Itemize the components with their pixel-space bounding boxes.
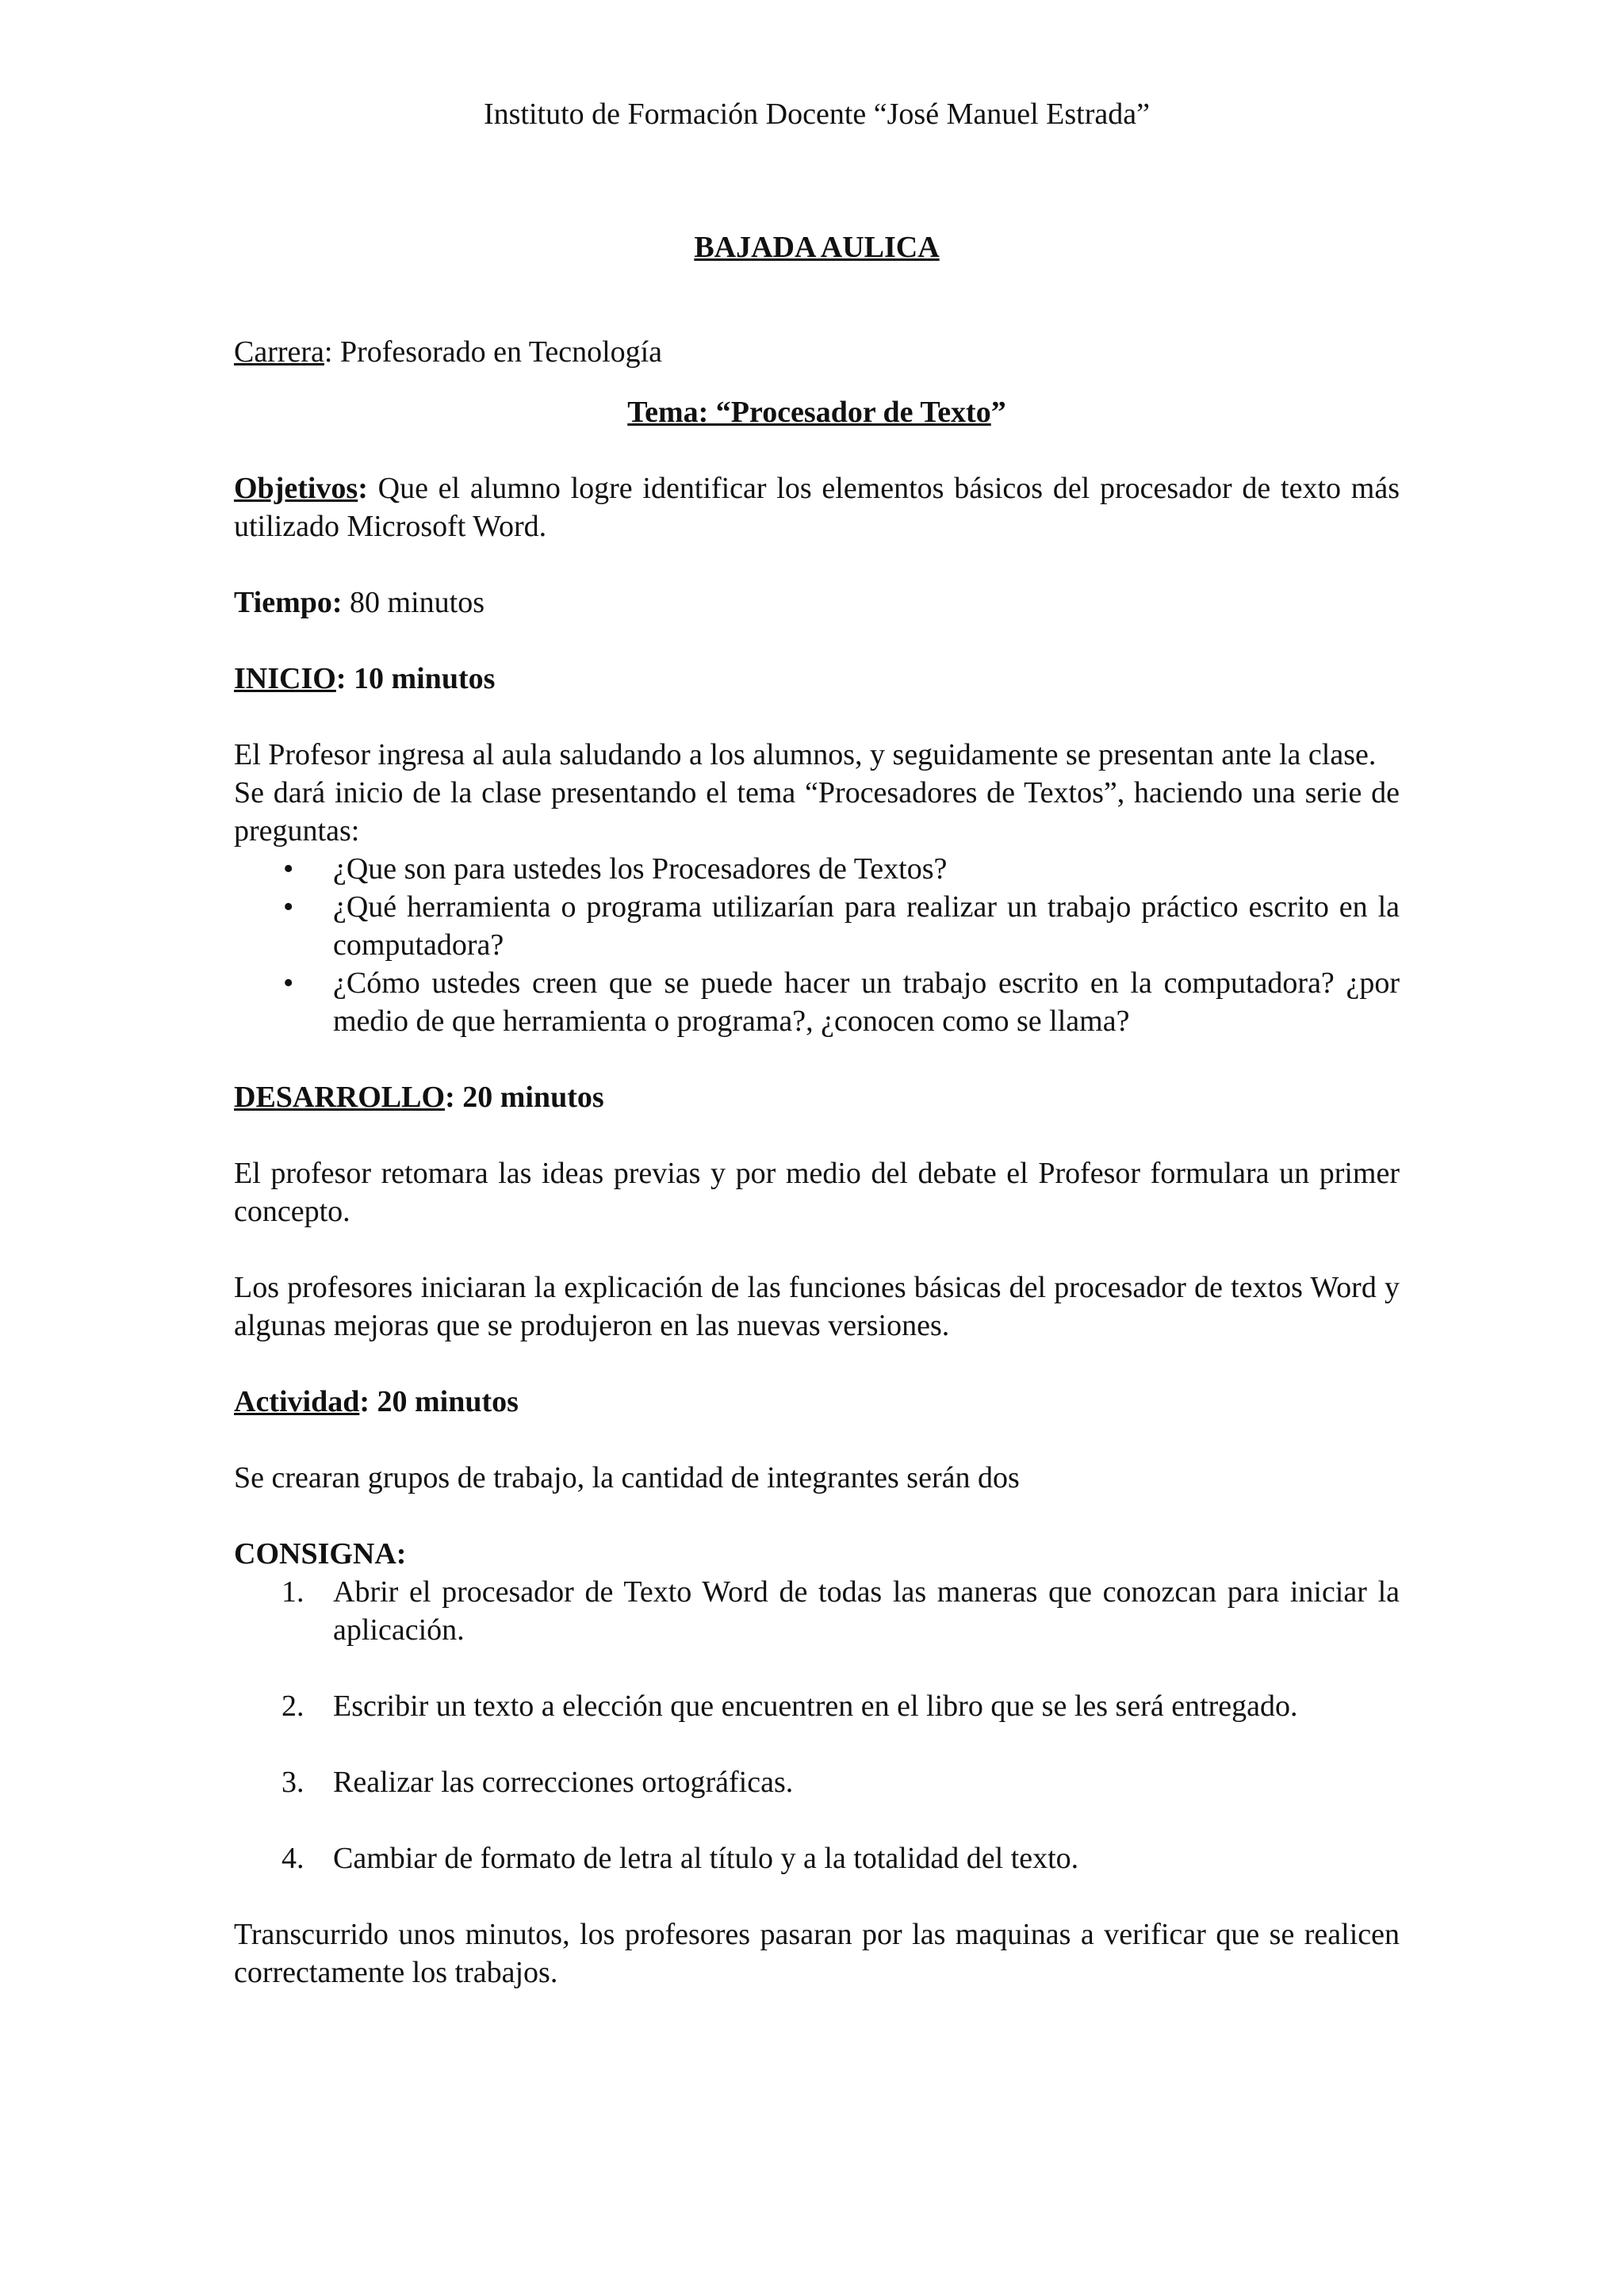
actividad-paragraph: Se crearan grupos de trabajo, la cantidad de integrantes serán dos: [234, 1461, 1020, 1494]
list-item: [234, 1839, 1400, 1877]
inicio-paragraph-2: Se dará inicio de la clase presentando el tema “Procesadores de Textos”, haciendo una serie de preguntas:: [234, 776, 1400, 848]
step-text: Escribir un texto a elección que encuentren en el libro que se les será entregado.: [333, 1689, 1298, 1723]
step-text: Realizar las correcciones ortográficas.: [333, 1766, 794, 1799]
list-item: [234, 850, 1400, 888]
list-item: [234, 964, 1400, 1040]
actividad-label: Actividad: [234, 1385, 360, 1418]
inicio-paragraph-1: El Profesor ingresa al aula saludando a los alumnos, y seguidamente se presentan ante la clase.: [234, 738, 1377, 771]
inicio-label: INICIO: [234, 662, 336, 695]
inicio-duration: : 10 minutos: [335, 662, 496, 695]
desarrollo-paragraph-2: Los profesores iniciaran la explicación de las funciones básicas del procesador de textos Word y algunas mejoras que se produjeron en las nuevas versiones.: [234, 1271, 1400, 1342]
list-item: [234, 1763, 1400, 1801]
closing-paragraph: Transcurrido unos minutos, los profesores pasaran por las maquinas a verificar que se realicen correctamente los trabajos.: [234, 1918, 1400, 1989]
document-content: [234, 95, 1400, 1992]
list-item: [234, 1573, 1400, 1649]
objetivos-colon: :: [358, 472, 368, 505]
question-text: ¿Cómo ustedes creen que se puede hacer un trabajo escrito en la computadora? ¿por medio de que herramienta o programa?, ¿conocen como se llama?: [333, 966, 1400, 1038]
desarrollo-label: DESARROLLO: [234, 1081, 446, 1114]
question-text: ¿Qué herramienta o programa utilizarían para realizar un trabajo práctico escrito en la computadora?: [333, 890, 1400, 962]
list-item: [234, 1687, 1400, 1725]
document-title: BAJADA AULICA: [694, 231, 940, 264]
step-text: Cambiar de formato de letra al título y a la totalidad del texto.: [333, 1842, 1079, 1875]
objetivos-text: Que el alumno logre identificar los elementos básicos del procesador de texto más utilizado Microsoft Word.: [234, 472, 1400, 543]
list-item: [234, 888, 1400, 964]
consigna-step-list: [234, 1573, 1400, 1877]
actividad-heading: [234, 1383, 1400, 1421]
tiempo-value: 80 minutos: [342, 586, 485, 619]
desarrollo-duration: : 20 minutos: [445, 1081, 604, 1114]
inicio-question-list: [234, 850, 1400, 1040]
tiempo-label: Tiempo:: [234, 586, 343, 619]
carrera-line: [234, 333, 1400, 371]
desarrollo-heading: [234, 1078, 1400, 1116]
tiempo-line: [234, 584, 1400, 622]
tema-label: Tema: “Procesador de Texto: [627, 396, 991, 429]
bullet-icon: •: [283, 890, 294, 924]
actividad-duration: : 20 minutos: [359, 1385, 519, 1418]
step-number: 2.: [282, 1689, 304, 1723]
bullet-icon: •: [283, 852, 294, 886]
institution-header: Instituto de Formación Docente “José Manuel Estrada”: [484, 98, 1150, 131]
bullet-icon: •: [283, 966, 294, 1000]
step-number: 4.: [282, 1842, 304, 1875]
question-text: ¿Que son para ustedes los Procesadores de Textos?: [333, 852, 948, 886]
desarrollo-paragraph-1: El profesor retomara las ideas previas y por medio del debate el Profesor formulara un primer concepto.: [234, 1157, 1400, 1228]
tema-line: [234, 393, 1400, 431]
consigna-heading: CONSIGNA:: [234, 1537, 407, 1571]
step-number: 1.: [282, 1575, 304, 1609]
objetivos-label: Objetivos: [234, 472, 358, 505]
objetivos-paragraph: [234, 469, 1400, 545]
step-text: Abrir el procesador de Texto Word de todas las maneras que conozcan para iniciar la aplicación.: [333, 1575, 1400, 1647]
step-number: 3.: [282, 1766, 304, 1799]
inicio-heading: [234, 660, 1400, 698]
carrera-label: Carrera: [234, 335, 324, 369]
tema-close-quote: ”: [990, 396, 1006, 429]
carrera-value: : Profesorado en Tecnología: [324, 335, 663, 369]
